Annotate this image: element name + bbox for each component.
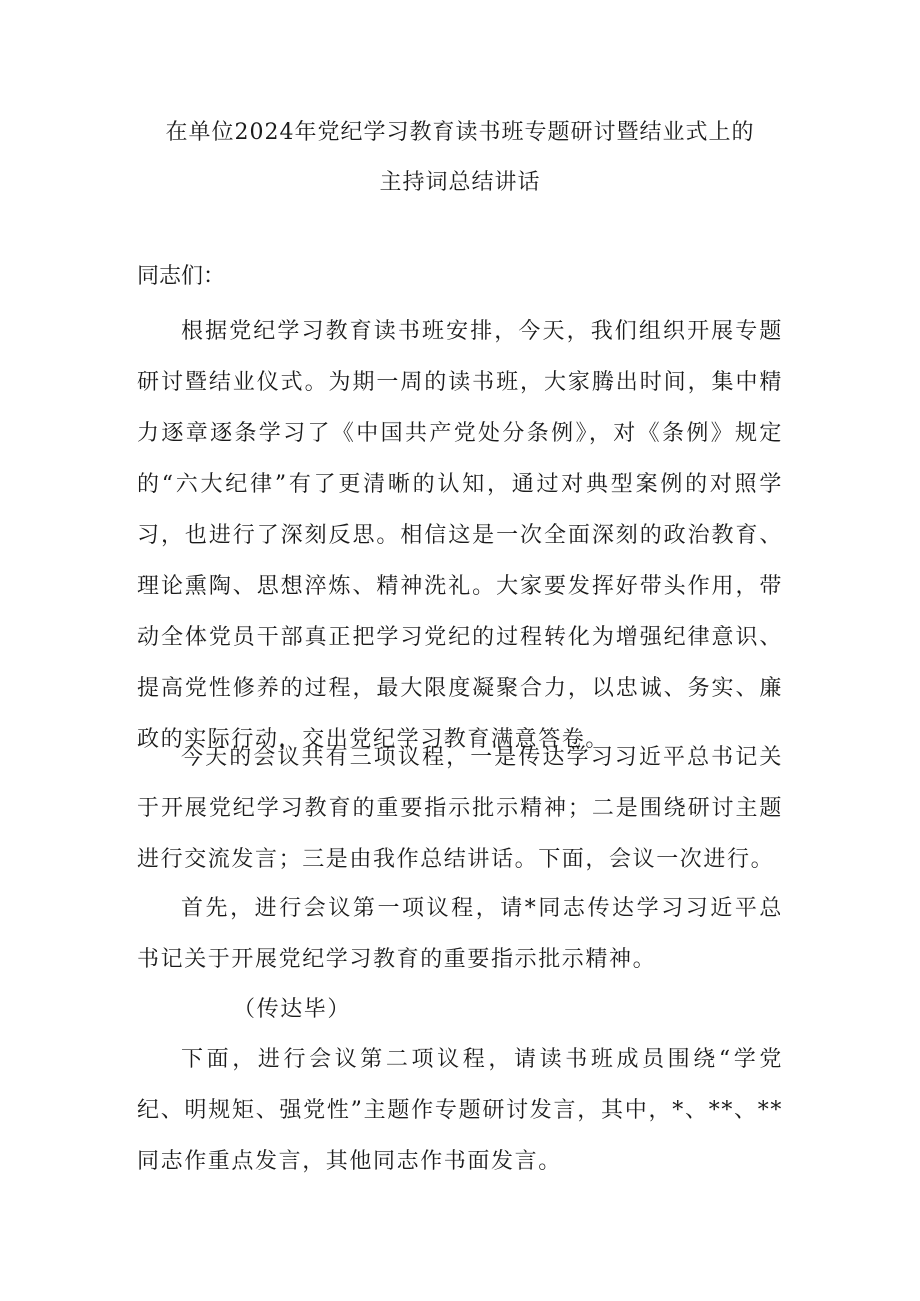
paragraph-agenda: 今天的会议共有三项议程，一是传达学习习近平总书记关于开展党纪学习教育的重要指示批示精神；二是围绕研讨主题进行交流发言；三是由我作总结讲话。下面，会议一次进行。 <box>137 745 783 872</box>
paragraph-stage-note: （传达毕） <box>233 997 352 1022</box>
document-title-line-2: 主持词总结讲话 <box>379 170 541 195</box>
salutation: 同志们： <box>137 264 226 289</box>
paragraph-first-item: 首先，进行会议第一项议程，请*同志传达学习习近平总书记关于开展党纪学习教育的重要指示批示精神。 <box>137 896 783 972</box>
document-title-line-1: 在单位2024年党纪学习教育读书班专题研讨暨结业式上的 <box>165 120 755 145</box>
paragraph-opening: 根据党纪学习教育读书班安排，今天，我们组织开展专题研讨暨结业仪式。为期一周的读书班，大家腾出时间，集中精力逐章逐条学习了《中国共产党处分条例》，对《条例》规定的“六大纪律”有了更清晰的认知，通过对典型案例的对照学习，也进行了深刻反思。相信这是一次全面深刻的政治教育、理论熏陶、思想淬炼、精神洗礼。大家要发挥好带头作用，带动全体党员干部真正把学习党纪的过程转化为增强纪律意识、提高党性修养的过程，最大限度凝聚合力，以忠诚、务实、廉政的实际行动，交出党纪学习教育满意答卷。 <box>137 319 783 752</box>
paragraph-second-item: 下面，进行会议第二项议程，请读书班成员围绕“学党纪、明规矩、强党性”主题作专题研讨发言，其中，*、**、**同志作重点发言，其他同志作书面发言。 <box>137 1047 783 1174</box>
